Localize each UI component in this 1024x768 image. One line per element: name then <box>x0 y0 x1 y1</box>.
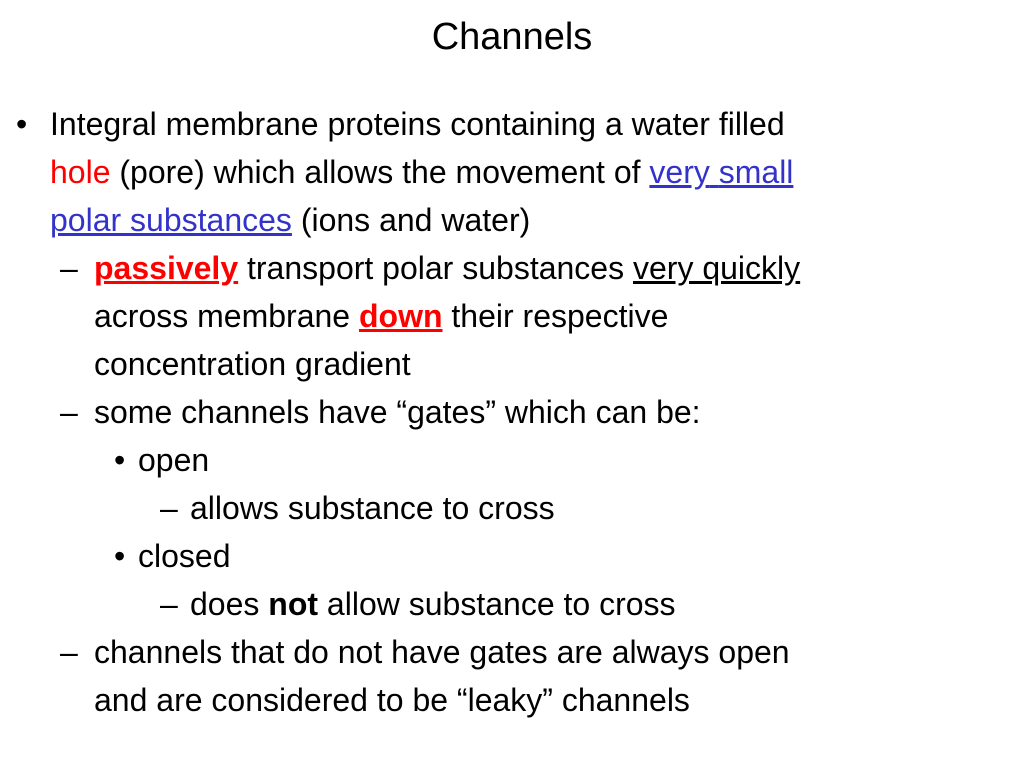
item-closed: closed <box>138 538 231 574</box>
dash-marker: – <box>60 394 78 430</box>
bullet-marker: • <box>16 106 28 142</box>
open-detail: allows substance to cross <box>190 490 555 526</box>
sub1-line1-text: transport polar substances <box>238 250 633 286</box>
closed-detail-pre: does <box>190 586 269 622</box>
sub-gates: some channels have “gates” which can be: <box>94 394 701 430</box>
bullet1-line2 <box>50 148 793 196</box>
keyword-passively: passively <box>94 250 239 286</box>
sub-leaky-channels <box>94 628 790 724</box>
sub1-line2-start: across membrane <box>94 298 359 334</box>
link-small[interactable]: small <box>718 154 794 190</box>
dash-marker: – <box>60 250 78 286</box>
closed-detail-post: allow substance to cross <box>318 586 676 622</box>
keyword-very-quickly: very quickly <box>632 250 801 286</box>
dash-marker: – <box>60 634 78 670</box>
keyword-down: down <box>358 298 443 334</box>
bullet-marker: • <box>114 538 126 574</box>
link-space[interactable] <box>710 154 719 190</box>
sub1-line3: concentration gradient <box>94 346 411 382</box>
dash-marker: – <box>160 490 178 526</box>
bullet-integral-membrane-proteins <box>50 100 793 244</box>
bullet1-line2-text: (pore) which allows the movement of <box>110 154 650 190</box>
bullet1-line1: Integral membrane proteins containing a water filled <box>50 106 785 142</box>
bullet1-line3 <box>50 196 793 244</box>
sub3-line1: channels that do not have gates are always open <box>94 634 790 670</box>
closed-detail <box>190 580 676 628</box>
link-polar-substances[interactable]: polar substances <box>50 202 292 238</box>
sub1-line2-end: their respective <box>442 298 669 334</box>
sub1-line2 <box>94 292 800 340</box>
bullet-marker: • <box>114 442 126 478</box>
bullet1-line3-text: (ions and water) <box>291 202 531 238</box>
item-open: open <box>138 442 210 478</box>
sub-passive-transport <box>94 244 800 388</box>
dash-marker: – <box>160 586 178 622</box>
sub1-line1 <box>94 244 800 292</box>
sub3-line2: and are considered to be “leaky” channels <box>94 682 690 718</box>
slide-title: Channels <box>431 16 593 58</box>
link-very[interactable]: very <box>649 154 710 190</box>
keyword-not: not <box>268 586 319 622</box>
keyword-hole: hole <box>50 154 111 190</box>
